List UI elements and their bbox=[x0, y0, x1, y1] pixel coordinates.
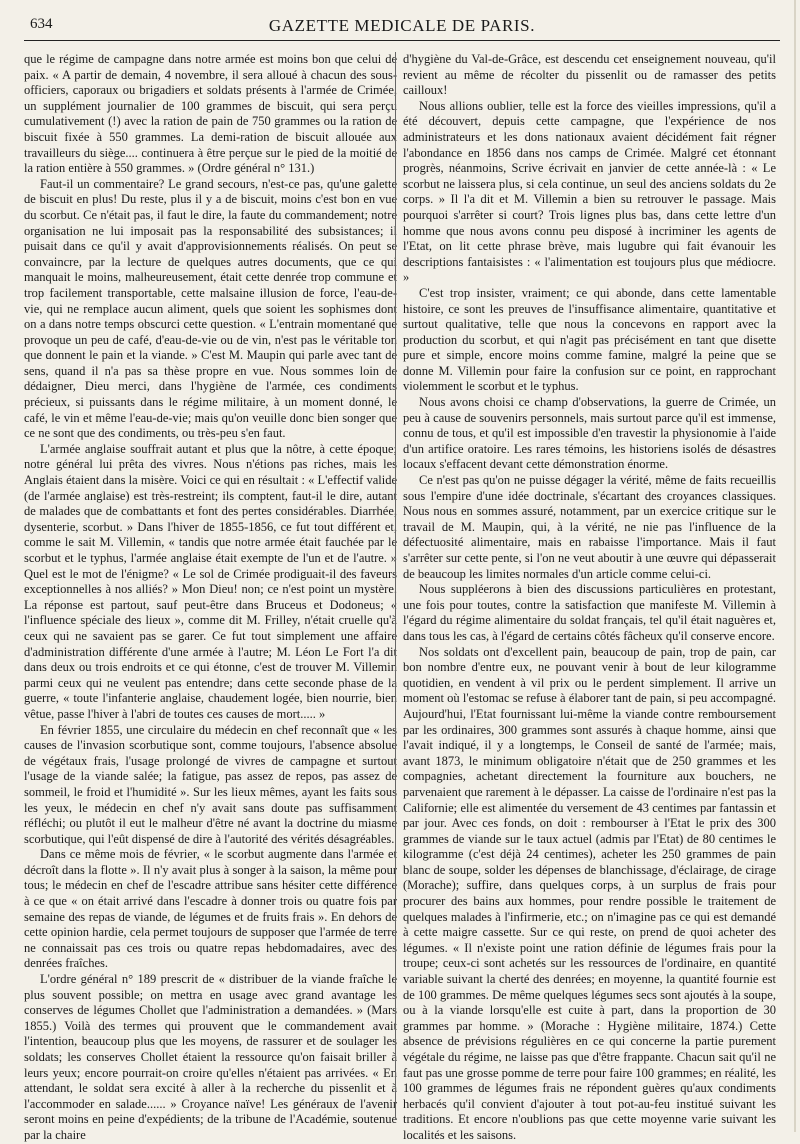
left-column bbox=[24, 52, 397, 1142]
page-header bbox=[24, 14, 780, 41]
running-title: GAZETTE MEDICALE DE PARIS. bbox=[268, 16, 536, 35]
paragraph: Ce n'est pas qu'on ne puisse dégager la vérité, même de faits recueillis sous l'empire d'une idée doctrinale, s'écartant des croyances classiques. Nous nous en sommes assuré, notamment, par un exercice critique sur le travail de M. Maupin, qui, à la vérité, ne nie pas l'influence de la défectuosité alimentaire, mais en rabaisse l'importance. Mais il faut s'arrêter sur cette pente, si l'on ne veut aboutir à une œuvre qui dépasserait de beaucoup les limites normales d'un article comme celui-ci. bbox=[403, 473, 776, 581]
paragraph: Dans ce même mois de février, « le scorbut augmente dans l'armée et décroît dans la flotte ». Il n'y avait plus à songer à la saison, la même pour tous; le médecin en chef de l'escadre attribue sans hésiter cette différence à ce que « on était arrivé dans l'escadre à donner trois ou quatre fois par semaine des repas de viande, de légumes et de fruits frais ». En dehors de cette opinion hardie, cela permet toujours de supposer que l'armée de terre ne connaissait pas ces trois ou quatre repas hebdomadaires, avec des denrées fraîches. bbox=[24, 847, 397, 971]
page-edge bbox=[794, 0, 796, 1132]
page-number: 634 bbox=[30, 16, 53, 32]
paragraph: d'hygiène du Val-de-Grâce, est descendu cet enseignement nouveau, qu'il revient au même de récolter du pissenlit ou de ramasser des petits cailloux! bbox=[403, 52, 776, 98]
paragraph: Nous suppléerons à bien des discussions particulières en protestant, une fois pour toutes, contre la satisfaction que manifeste M. Villemin à l'égard du régime alimentaire du soldat français, tel qu'il était naguères et, dans tous les cas, à l'égard de certains côtés fâcheux qu'il conserve encore. bbox=[403, 582, 776, 643]
right-column bbox=[403, 52, 776, 1142]
paragraph: Nous avons choisi ce champ d'observations, la guerre de Crimée, un peu à cause de souvenirs personnels, mais surtout parce qu'il est immense, connu de tous, et qu'il est impossible d'en travestir la physionomie à l'aide d'un artifice oratoire. Les rares témoins, les historiens isolés de désastres locaux s'effacent devant cette démonstration énorme. bbox=[403, 395, 776, 472]
column-divider bbox=[395, 52, 396, 1120]
paragraph: Nos soldats ont d'excellent pain, beaucoup de pain, trop de pain, car bon nombre d'entre eux, ne pouvant venir à bout de leur kilogramme quotidien, en vendent à vil prix ou le perdent simplement. Il arrive un moment où l'estomac se refuse à élaborer tant de pain, si peu accompagné. Aujourd'hui, l'Etat fournissant lui-même la viande contre remboursement par les ordinaires, 300 grammes sont assurés à chaque homme, ainsi que l'avait indiqué, il y a longtemps, le Conseil de santé de l'armée; mais, avant 1873, le minimum obligatoire n'était que de 250 grammes et les compagnies, achetant directement la fourniture aux bouchers, ne parvenaient que rarement à le dépasser. La caisse de l'ordinaire n'est pas la Californie; elle est alimentée du versement de 43 centimes par fantassin et par jour. Avec ces fonds, on doit : rembourser à l'Etat le prix des 300 grammes de viande sur le taux actuel (admis par l'Etat) de 80 centimes le kilogramme (c'est déjà 24 centimes), acheter les 250 grammes de pain blanc de soupe, solder les dépenses de blanchissage, d'éclairage, de cirage (Morache); suffire, dans quelques corps, à un surplus de frais pour procurer des bains aux hommes, pour rendre possible le traitement de quelques malades à l'infirmerie, etc.; on n'imagine pas ce qui est demandé à cette maigre cassette. Sur ce qui reste, on prend de quoi acheter des légumes. « Il n'existe point une ration définie de légumes frais pour la troupe; ceux-ci sont achetés sur les ressources de l'ordinaire, en quantité variable suivant la cherté des denrées; en moyenne, la quantité fournie est de 100 grammes. De même quelques légumes secs sont ajoutés à la soupe, ou à la viande lorsqu'elle est cuite à part, dans la proportion de 30 grammes par homme. » (Morache : Hygiène militaire, 1874.) Cette absence de prévisions régulières en ce qui concerne la partie purement végétale du régime, ne laisse pas que d'être frappante. Chacun sait qu'il ne faut pas une grosse pomme de terre pour faire 100 grammes; en réalité, les 100 grammes de légumes frais ne répondent guères qu'aux condiments herbacés qu'il convient d'ajouter à tout pot-au-feu institué suivant les traditions. Et encore n'oublions pas que cette moyenne varie suivant les localités et les saisons. bbox=[403, 644, 776, 1142]
paragraph: que le régime de campagne dans notre armée est moins bon que celui de paix. « A partir de demain, 4 novembre, il sera alloué à chacun des sous-officiers, caporaux ou brigadiers et soldats présents à l'armée de Crimée, un supplément journalier de 100 grammes de biscuit, qui sera perçu cumulativement (!) avec la ration de pain de 750 grammes ou la ration de biscuit fixée à 550 grammes. La demi-ration de biscuit allouée aux travailleurs du siège.... continuera à être perçue sur le pied de la moitié de la ration entière à 550 grammes. » (Ordre général n° 131.) bbox=[24, 52, 397, 176]
paragraph: Nous allions oublier, telle est la force des vieilles impressions, qu'il a été découvert, depuis cette campagne, que l'expérience de nos administrateurs et les dons nationaux avaient décidément fait régner l'abondance en 1856 dans nos camps de Crimée. Malgré cet étonnant progrès, néanmoins, Scrive écrivait en janvier de cette année-là : « Le scorbut ne laissera plus, si cela continue, un seul des anciens soldats du 2e corps. » Il l'a dit et M. Villemin a bien su retrouver le passage. Mais pourquoi s'arrêter si court? Trois lignes plus bas, dans cette lettre d'un homme que nous avons connu peu disposé à incriminer les agents de l'Etat, on lit cette phrase brève, mais lugubre qui fait évanouir les descriptions fantaisistes : « l'alimentation est toujours plus que médiocre. » bbox=[403, 98, 776, 285]
paragraph: Faut-il un commentaire? Le grand secours, n'est-ce pas, qu'une galette de biscuit en plus! Du reste, plus il y a de biscuit, moins c'est bon en vue du scorbut. Ce n'était pas, il faut le dire, la faute du commandement; notre organisation ne lui imposait pas la responsabilité des subsistances; il puisait dans ce qu'il y avait d'approvisionnements réalisés. On peut se convaincre, par la lecture de quelques autres documents, que ce qui manquait le moins, malheureusement, était cette denrée trop commune et trop facilement transportable, cette malsaine illusion de force, l'eau-de-vie, qui ne remplace aucun aliment, quels que soient les sophismes dont on a dans notre temps obscurci cette question. « L'entrain momentané que provoque un peu de café, d'eau-de-vie ou de vin, n'est pas le véritable ton que donnent le pain et la viande. » C'est M. Maupin qui parle avec tant de sens, quand il n'a pas sa thèse propre en vue. Nous sommes loin de dédaigner, Dieu merci, dans l'hygiène de l'armée, ces condiments précieux, si puissants dans le régime militaire, à un moment donné, le café, le vin et même l'eau-de-vie; mais qu'on veuille donc bien songer que ce ne sont que des condiments, ou très-peu s'en faut. bbox=[24, 176, 397, 441]
paragraph: En février 1855, une circulaire du médecin en chef reconnaît que « les causes de l'invasion scorbutique sont, comme toujours, l'absence absolue de végétaux frais, l'usage prolongé de vivres de campagne et surtout l'usage de la viande salée; la fatigue, pas assez de repos, pas assez de sommeil, le froid et l'humidité ». Sur les lieux mêmes, ayant les faits sous les yeux, le médecin en chef n'y avait sans doute pas suffisamment réfléchi; ou plutôt il eut le malheur d'être né avant la doctrine du miasme scorbutique, qui l'eût dispensé de dire à l'autorité des vérités désagréables. bbox=[24, 722, 397, 846]
paragraph: L'armée anglaise souffrait autant et plus que la nôtre, à cette époque; notre général lui prêta des vivres. Nous n'étions pas riches, mais les Anglais étaient dans la misère. Voici ce qui en résultait : « L'effectif valide (de l'armée anglaise) est très-restreint; ils comptent, faut-il le dire, autant de malades que de combattants et font des pertes considérables. Diarrhée, dysenterie, scorbut. » Dans l'hiver de 1855-1856, ce fut tout différent et, comme le sait M. Villemin, « tandis que notre armée était fauchée par le scorbut et le typhus, l'armée anglaise était exempte de l'un et de l'autre. » Quel est le mot de l'énigme? « Le sol de Crimée prodiguait-il des faveurs exceptionnelles à nos alliés? » Mon Dieu! non; ce n'est point un mystère. La réponse est partout, sauf peut-être dans Bruceus et Dodoneus; « l'influence spéciale des lieux », comme dit M. Frilley, n'était cruelle qu'à ceux qui ne savaient pas se garer. Ce fut tout simplement une affaire d'administration différente d'une armée à l'autre; M. Léon Le Fort l'a dit dans deux ou trois endroits et ce qui étonne, c'est de trouver M. Villemin parmi ceux qui ne veulent pas entendre; dans cette seconde phase de la guerre, « toute l'infanterie anglaise, chaudement logée, bien nourrie, bien vêtue, passe l'hiver à l'abri de toutes ces causes de mort..... » bbox=[24, 441, 397, 721]
paragraph: C'est trop insister, vraiment; ce qui abonde, dans cette lamentable histoire, ce sont les preuves de l'insuffisance alimentaire, quantitative et surtout qualitative, telle que nous la concevons en rapport avec la production du scorbut, et qui n'agit pas précisément en tant que disette pure et simple, encore moins comme famine, malgré la peine que se donne M. Villemin pour faire la confusion sur ce point, en rapprochant violemment le scorbut et le typhus. bbox=[403, 285, 776, 394]
paragraph: L'ordre général n° 189 prescrit de « distribuer de la viande fraîche le plus souvent possible; on mettra en usage avec grand avantage les conserves de légumes Chollet que l'administration a demandées. » (Mars 1855.) Voilà des termes qui prouvent que le commandement avait l'intention, beaucoup plus que les moyens, de rassurer et de soulager les soldats; les conserves Chollet étaient la ressource qu'on faisait briller à leurs yeux; encore pourrait-on croire qu'elles n'étaient pas arrivées. « En attendant, le soldat sera excité à aller à la recherche du pissenlit et à l'accommoder en salade...... » Croyance naïve! Les généraux de l'avenir seront moins en peine d'expédients; de la tribune de l'Académie, soutenue par la chaire bbox=[24, 972, 397, 1142]
